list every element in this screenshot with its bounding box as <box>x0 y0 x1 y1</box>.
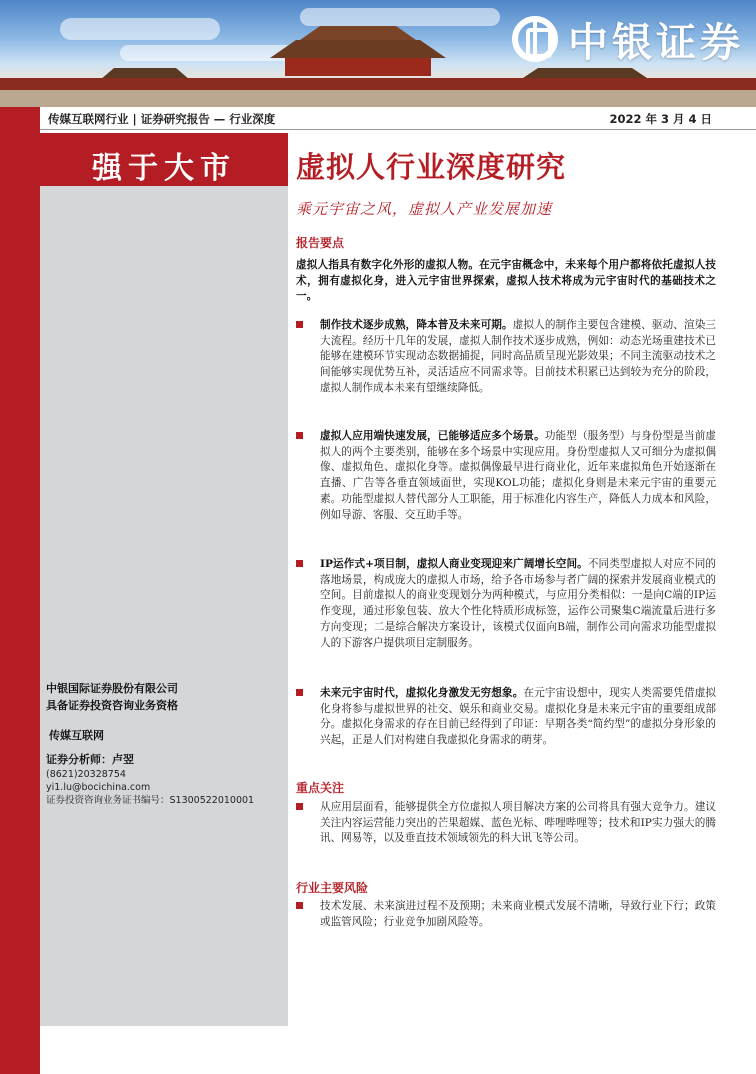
list-item <box>296 557 716 682</box>
header-banner <box>0 0 756 107</box>
left-red-rule <box>0 107 40 1074</box>
analyst-license: 证券投资咨询业务证书编号：S1300522010001 <box>46 795 255 806</box>
company-name: 中银国际证券股份有限公司 <box>46 682 178 695</box>
bullet-body: 不同类型虚拟人对应不同的落地场景，构成庞大的虚拟人市场，给予各市场参与者广阔的探索并发展商业模式的空间。目前虚拟人的商业变现划分为两种模式，与应用分类相似：一是向C端的IP运作变现，通过形象包装、放大个性化特质形成标签，运作公司聚集C端流量后进行多方向变现；二是综合解决方案设计，该模式仅面向B端，制作公司向需求功能型虚拟人的下游客户提供项目定制服务。 <box>320 558 717 649</box>
rating-label: 强于大市 <box>92 151 236 186</box>
bullet-square-icon <box>296 689 303 696</box>
bullet-body: 在元宇宙设想中，现实人类需要凭借虚拟化身将参与虚拟世界的社交、娱乐和商业交易。虚拟化身是未来元宇宙的重要组成部分。虚拟化身需求的存在目前已经得到了印证：早期各类“简约型”的虚拟分身形象的兴起，正是人们对构建自我虚拟化身需求的萌芽。 <box>320 687 717 747</box>
info-bar <box>40 107 756 130</box>
analyst-phone: (8621)20328754 <box>46 769 126 780</box>
bullet-heading: IP运作式+项目制，虚拟人商业变现迎来广阔增长空间。 <box>320 558 588 570</box>
rating-badge <box>40 133 288 186</box>
section-heading-risk: 行业主要风险 <box>296 881 369 895</box>
analyst-contact <box>46 768 254 807</box>
intro-paragraph <box>296 258 716 305</box>
list-item <box>296 686 716 766</box>
list-item <box>296 429 716 554</box>
section-heading-focus: 重点关注 <box>296 781 345 795</box>
analyst-email[interactable]: yi1.lu@bocichina.com <box>46 782 151 793</box>
intro-text: 虚拟人指具有数字化外形的虚拟人物。在元宇宙概念中，未来每个用户都将依托虚拟人技术，拥有虚拟化身，进入元宇宙世界探索，虚拟人技术将成为元宇宙时代的基础技术之一。 <box>296 259 716 303</box>
company-info <box>46 680 178 714</box>
bullet-body: 功能型（服务型）与身份型是当前虚拟人的两个主要类别，能够在多个场景中实现应用。身份型虚拟人又可细分为虚拟偶像、虚拟角色、虚拟化身等。虚拟偶像最早进行商业化，近年来虚拟角色开始逐渐在直播、广告等各垂直领域面世，实现KOL功能；虚拟化身则是未来元宇宙的重要元素。功能型虚拟人替代部分人工职能，用于标准化内容生产，降低人力成本和风险，例如导游、客服、交互助手等。 <box>320 430 717 521</box>
list-item <box>296 899 716 939</box>
focus-text: 从应用层面看，能够提供全方位虚拟人项目解决方案的公司将具有强大竞争力。建议关注内容运营能力突出的芒果超媒、蓝色光标、哔哩哔哩等；技术和IP实力强大的腾讯、网易等，以及垂直技术领域领先的科大讯飞等公司。 <box>320 801 716 845</box>
bullet-heading: 未来元宇宙时代，虚拟化身激发无穷想象。 <box>320 687 524 699</box>
boc-logo-icon <box>512 16 558 62</box>
brand-name: 中银证券 <box>568 19 744 66</box>
bullet-square-icon <box>296 432 303 439</box>
bullet-square-icon <box>296 902 303 909</box>
bullet-square-icon <box>296 803 303 810</box>
brand-logo <box>512 8 744 70</box>
report-title: 虚拟人行业深度研究 <box>296 150 567 184</box>
bullet-heading: 制作技术逐步成熟，降本普及未来可期。 <box>320 319 513 331</box>
sidebar-panel <box>40 133 288 1026</box>
bullet-heading: 虚拟人应用端快速发展，已能够适应多个场景。 <box>320 430 545 442</box>
risk-text: 技术发展、未来演进过程不及预期；未来商业模式发展不清晰，导致行业下行；政策或监管风险；行业竞争加剧风险等。 <box>320 900 716 928</box>
company-qualification: 具备证券投资咨询业务资格 <box>46 699 178 712</box>
breadcrumb: 传媒互联网行业 | 证券研究报告 — 行业深度 <box>48 112 276 126</box>
list-item <box>296 318 716 428</box>
sector-label: 传媒互联网 <box>49 729 104 742</box>
bullet-body: 虚拟人的制作主要包含建模、驱动、渲染三大流程。经历十几年的发展，虚拟人制作技术逐步成熟，例如：动态光场重建技术已能够在建模环节实现动态数据捕捉，同时高品质呈现光影效果；不同主流驱动技术之间能够实现优势互补，灵活适应不同需求等。目前技术积累已达到较为充分的阶段，虚拟人制作成本未来有望继续降低。 <box>320 319 716 394</box>
analyst-name: 证券分析师：卢翌 <box>46 753 134 766</box>
report-date: 2022 年 3 月 4 日 <box>609 112 712 126</box>
list-item <box>296 800 716 870</box>
bullet-square-icon <box>296 560 303 567</box>
section-heading-key-points: 报告要点 <box>296 236 345 250</box>
bullet-square-icon <box>296 321 303 328</box>
report-subtitle: 乘元宇宙之风，虚拟人产业发展加速 <box>296 200 553 218</box>
